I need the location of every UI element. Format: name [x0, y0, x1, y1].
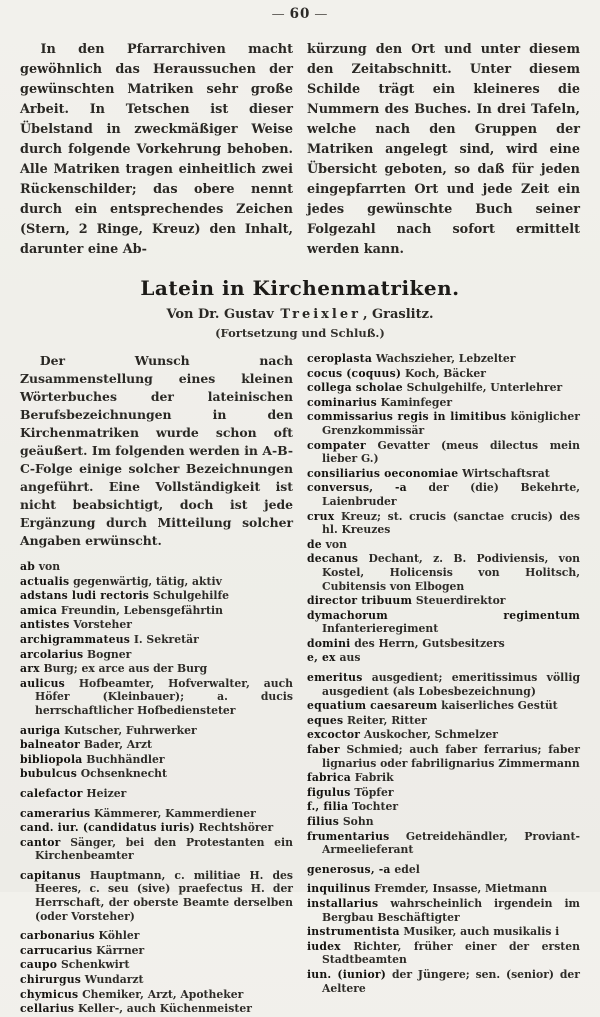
glossary-entry: [20, 633, 293, 647]
glossary-section: [20, 352, 580, 1017]
latin-term: installarius: [307, 896, 379, 910]
latin-term: commissarius regis in limitibus: [307, 410, 507, 424]
glossary-entry: [20, 988, 293, 1002]
latin-term: excoctor: [307, 728, 361, 742]
latin-term: carbonarius: [20, 929, 95, 943]
latin-term: emeritus: [307, 671, 363, 685]
glossary-entry: [20, 836, 293, 863]
german-definition: Ochsenknecht: [80, 767, 168, 781]
latin-term: consiliarius oeconomiae: [307, 466, 459, 480]
german-definition: Kärrner: [96, 943, 145, 957]
german-definition: Heizer: [86, 786, 127, 800]
latin-term: carrucarius: [20, 943, 93, 957]
german-definition: Kreuz; st. crucis (sanctae crucis) des hl. Kreuzes: [322, 509, 580, 537]
glossary-column-right: [307, 352, 580, 995]
glossary-entry: [307, 352, 580, 366]
latin-term: iun. (iunior): [307, 967, 387, 981]
latin-term: de: [307, 537, 322, 551]
german-definition: aus: [339, 651, 361, 665]
german-definition: ausgedient; emeritissimus völlig ausgedient (als Lobesbezeichnung): [322, 671, 581, 698]
german-definition: Töpfer: [354, 785, 394, 799]
latin-term: filius: [307, 815, 340, 828]
latin-term: e, ex: [307, 651, 336, 665]
glossary-entry: [307, 882, 580, 896]
latin-term: balneator: [20, 738, 81, 752]
glossary-entry: [307, 830, 580, 857]
glossary-entry: [307, 552, 580, 593]
glossary-entry: [307, 367, 580, 381]
german-definition: Hauptmann, c. militiae H. des Heeres, c. seu (sive) praefectus H. der Herrschaft, der oberste Beamte derselben (oder Vorsteher): [35, 868, 293, 923]
glossary-entry: [20, 929, 293, 943]
top-section: [20, 40, 580, 260]
latin-term: arx: [20, 662, 40, 676]
german-definition: Schulgehilfe: [152, 589, 229, 603]
glossary-entry: [20, 821, 293, 835]
german-definition: Burg; ex arce aus der Burg: [43, 662, 208, 676]
german-definition: Bader, Arzt: [83, 738, 152, 752]
latin-term: fabrica: [307, 771, 351, 785]
german-definition: edel: [394, 862, 420, 876]
german-definition: von: [325, 537, 347, 551]
german-definition: Sohn: [342, 815, 374, 828]
latin-term: cocus (coquus): [307, 366, 402, 380]
german-definition: Gevatter (meus dilectus mein lieber G.): [322, 438, 580, 466]
german-definition: Dechant, z. B. Podiviensis, von Kostel, Holicensis von Holitsch, Cubitensis von Elbogen: [322, 552, 580, 593]
glossary-entry: [307, 815, 580, 829]
article-title: Latein in Kirchenmatriken.: [140, 276, 460, 300]
article-byline: [20, 307, 580, 322]
german-definition: Chemiker, Arzt, Apotheker: [82, 987, 244, 1001]
german-definition: Infanterieregiment: [322, 622, 439, 636]
glossary-entry: [20, 973, 293, 987]
latin-term: cand. iur. (candidatus iuris): [20, 821, 195, 835]
latin-term: compater: [307, 438, 366, 452]
latin-term: f., filia: [307, 800, 349, 814]
glossary-entry: [307, 771, 580, 785]
latin-term: instrumentista: [307, 925, 400, 939]
glossary-entry: [307, 897, 580, 924]
glossary-entry: [307, 481, 580, 508]
german-definition: Buchhändler: [86, 752, 165, 766]
latin-term: frumentarius: [307, 829, 390, 843]
german-definition: Fabrik: [354, 771, 394, 785]
german-definition: Schulgehilfe, Unterlehrer: [406, 381, 563, 395]
glossary-entry: [307, 743, 580, 770]
page-number: 60: [289, 6, 311, 22]
latin-term: calefactor: [20, 786, 83, 800]
glossary-entry: [307, 594, 580, 608]
german-definition: Wundarzt: [84, 973, 144, 987]
latin-term: faber: [307, 743, 340, 757]
glossary-entry: [20, 1002, 293, 1016]
intro-paragraph: Der Wunsch nach Zusammenstellung eines kleinen Wörterbuches der lateinischen Berufsbezeichnungen in den Kirchenmatriken wurde schon oft geäußert. Im folgenden werden in A-B-C-Folge einige solcher Bezeichnungen angeführt. Eine Vollständigkeit ist nicht beabsichtigt, doch ist jede Ergänzung durch Mitteilung solcher Angaben erwünscht.: [20, 353, 293, 548]
glossary-entry: [307, 396, 580, 410]
german-definition: Freundin, Lebensgefährtin: [60, 603, 223, 617]
latin-term: arcolarius: [20, 647, 84, 661]
german-definition: Schenkwirt: [60, 958, 130, 972]
latin-term: cantor: [20, 835, 61, 849]
german-definition: Keller-, auch Küchenmeister: [77, 1002, 252, 1016]
german-definition: königlicher Grenzkommissär: [322, 410, 580, 437]
german-definition: Sänger, bei den Protestanten ein Kirchenbeamter: [35, 835, 293, 863]
article-head: [20, 276, 580, 340]
glossary-entry: [20, 560, 293, 574]
german-definition: Köhler: [98, 929, 140, 943]
latin-term: director tribuum: [307, 594, 413, 608]
german-definition: der Jüngere; sen. (senior) der Aeltere: [322, 967, 580, 995]
german-definition: Wirtschaftsrat: [462, 466, 550, 480]
latin-term: aulicus: [20, 676, 65, 690]
glossary-entry: [20, 648, 293, 662]
german-definition: Fremder, Insasse, Mietmann: [374, 882, 548, 896]
page-header: [20, 6, 580, 22]
glossary-entry: [307, 714, 580, 728]
glossary-entry: [20, 618, 293, 632]
german-definition: I. Sekretär: [133, 632, 199, 646]
german-definition: Vorsteher: [73, 618, 132, 632]
latin-term: caupo: [20, 958, 58, 972]
glossary-entry: [307, 510, 580, 537]
glossary-entry: [307, 940, 580, 967]
german-definition: Reiter, Ritter: [346, 713, 427, 727]
latin-term: cominarius: [307, 395, 377, 409]
glossary-entry: [307, 381, 580, 395]
glossary-entry: [307, 800, 580, 814]
latin-term: chymicus: [20, 987, 79, 1001]
byline-author-name: Treixler: [280, 307, 361, 322]
latin-term: antistes: [20, 618, 70, 632]
glossary-entry: [20, 958, 293, 972]
glossary-entry: [20, 677, 293, 718]
german-definition: Schmied; auch faber ferrarius; faber lignarius oder fabrilignarius Zimmermann: [322, 743, 580, 770]
latin-term: ceroplasta: [307, 352, 373, 365]
german-definition: Rechtshörer: [198, 821, 274, 835]
glossary-entry: [307, 410, 580, 437]
latin-term: iudex: [307, 939, 341, 953]
glossary-entry: [307, 651, 580, 665]
german-definition: Musiker, auch musikalis i: [403, 925, 560, 939]
glossary-entry: [307, 671, 580, 698]
german-definition: Hofbeamter, Hofverwalter, auch Höfer (Kleinbauer); a. ducis herrschaftlicher Hofbediensteter: [35, 676, 293, 717]
glossary-entry: [307, 538, 580, 552]
top-left-paragraph: In den Pfarrarchiven macht gewöhnlich das Heraussuchen der gewünschten Matriken sehr große Arbeit. In Tetschen ist dieser Übelstand in zweckmäßiger Weise durch folgende Vorkehrung behoben. Alle Matriken tragen einheitlich zwei Rückenschilder; das obere nennt durch ein entsprechendes Zeichen (Stern, 2 Ringe, Kreuz) den Inhalt, darunter eine Ab-: [20, 42, 293, 257]
latin-term: crux: [307, 509, 335, 523]
article-subtitle: (Fortsetzung und Schluß.): [215, 326, 385, 340]
glossary-entry: [307, 637, 580, 651]
glossary-entry: [20, 787, 293, 801]
glossary-column-left: [20, 560, 293, 1016]
latin-term: bibliopola: [20, 752, 83, 766]
latin-term: auriga: [20, 723, 61, 737]
header-dash-right: —: [314, 7, 329, 22]
german-definition: Wachszieher, Lebzelter: [375, 352, 516, 365]
latin-term: domini: [307, 636, 351, 650]
latin-term: amica: [20, 603, 58, 617]
latin-term: conversus, -a: [307, 481, 407, 495]
glossary-entry: [20, 753, 293, 767]
header-dash-left: —: [271, 7, 286, 22]
glossary-entry: [20, 724, 293, 738]
latin-term: ab: [20, 560, 35, 573]
german-definition: des Herrn, Gutsbesitzers: [354, 636, 505, 650]
german-definition: kaiserliches Gestüt: [441, 699, 558, 713]
latin-term: inquilinus: [307, 882, 371, 896]
glossary-entry: [20, 869, 293, 923]
german-definition: Kaminfeger: [380, 395, 453, 409]
german-definition: Tochter: [352, 800, 399, 814]
latin-term: collega scholae: [307, 381, 403, 395]
german-definition: Kutscher, Fuhrwerker: [64, 723, 197, 737]
glossary-entry: [307, 968, 580, 995]
latin-term: dymachorum regimentum: [307, 608, 580, 622]
glossary-entry: [20, 807, 293, 821]
glossary-entry: [20, 662, 293, 676]
glossary-entry: [307, 467, 580, 481]
latin-term: bubulcus: [20, 767, 78, 781]
glossary-entry: [307, 439, 580, 466]
glossary-entry: [307, 609, 580, 636]
latin-term: camerarius: [20, 806, 91, 820]
latin-term: eques: [307, 713, 344, 727]
german-definition: Steuerdirektor: [415, 594, 506, 608]
byline-suffix: , Graslitz.: [362, 307, 434, 322]
glossary-entry: [20, 589, 293, 603]
german-definition: von: [38, 560, 61, 573]
glossary-entry: [307, 699, 580, 713]
glossary-entry: [307, 728, 580, 742]
german-definition: Richter, früher einer der ersten Stadtbeamten: [322, 939, 580, 967]
latin-term: adstans ludi rectoris: [20, 589, 150, 603]
german-definition: der (die) Bekehrte, Laienbruder: [322, 481, 580, 508]
latin-term: equatium caesareum: [307, 699, 438, 713]
glossary-entry: [307, 925, 580, 939]
german-definition: gegenwärtig, tätig, aktiv: [73, 574, 222, 588]
glossary-entry: [307, 863, 580, 877]
byline-prefix: Von Dr. Gustav: [166, 307, 274, 322]
german-definition: Getreidehändler, Proviant- Armeelieferant: [322, 829, 580, 857]
german-definition: wahrscheinlich irgendein im Bergbau Beschäftigter: [322, 896, 580, 924]
german-definition: Auskocher, Schmelzer: [363, 728, 498, 742]
glossary-entry: [20, 944, 293, 958]
glossary-entry: [20, 575, 293, 589]
latin-term: decanus: [307, 552, 359, 566]
top-right-paragraph: kürzung den Ort und unter diesem den Zeitabschnitt. Unter diesem Schilde trägt ein kleineres die Nummern des Buches. In drei Tafeln, welche nach den Gruppen der Matriken angelegt sind, wird eine Übersicht geboten, so daß für jeden eingepfarrten Ort und jede Zeit ein jedes gewünschte Buch seiner Folgezahl nach sofort ermittelt werden kann.: [307, 42, 580, 257]
latin-term: generosus, -a: [307, 862, 391, 876]
german-definition: Kämmerer, Kammerdiener: [94, 806, 256, 820]
latin-term: figulus: [307, 785, 351, 799]
latin-term: archigrammateus: [20, 632, 131, 646]
glossary-entry: [20, 604, 293, 618]
glossary-entry: [307, 786, 580, 800]
glossary-entry: [20, 767, 293, 781]
latin-term: chirurgus: [20, 973, 82, 987]
german-definition: Koch, Bäcker: [404, 366, 486, 380]
latin-term: capitanus: [20, 868, 81, 882]
latin-term: actualis: [20, 574, 70, 588]
glossary-entry: [20, 738, 293, 752]
german-definition: Bogner: [87, 647, 132, 661]
latin-term: cellarius: [20, 1002, 75, 1016]
